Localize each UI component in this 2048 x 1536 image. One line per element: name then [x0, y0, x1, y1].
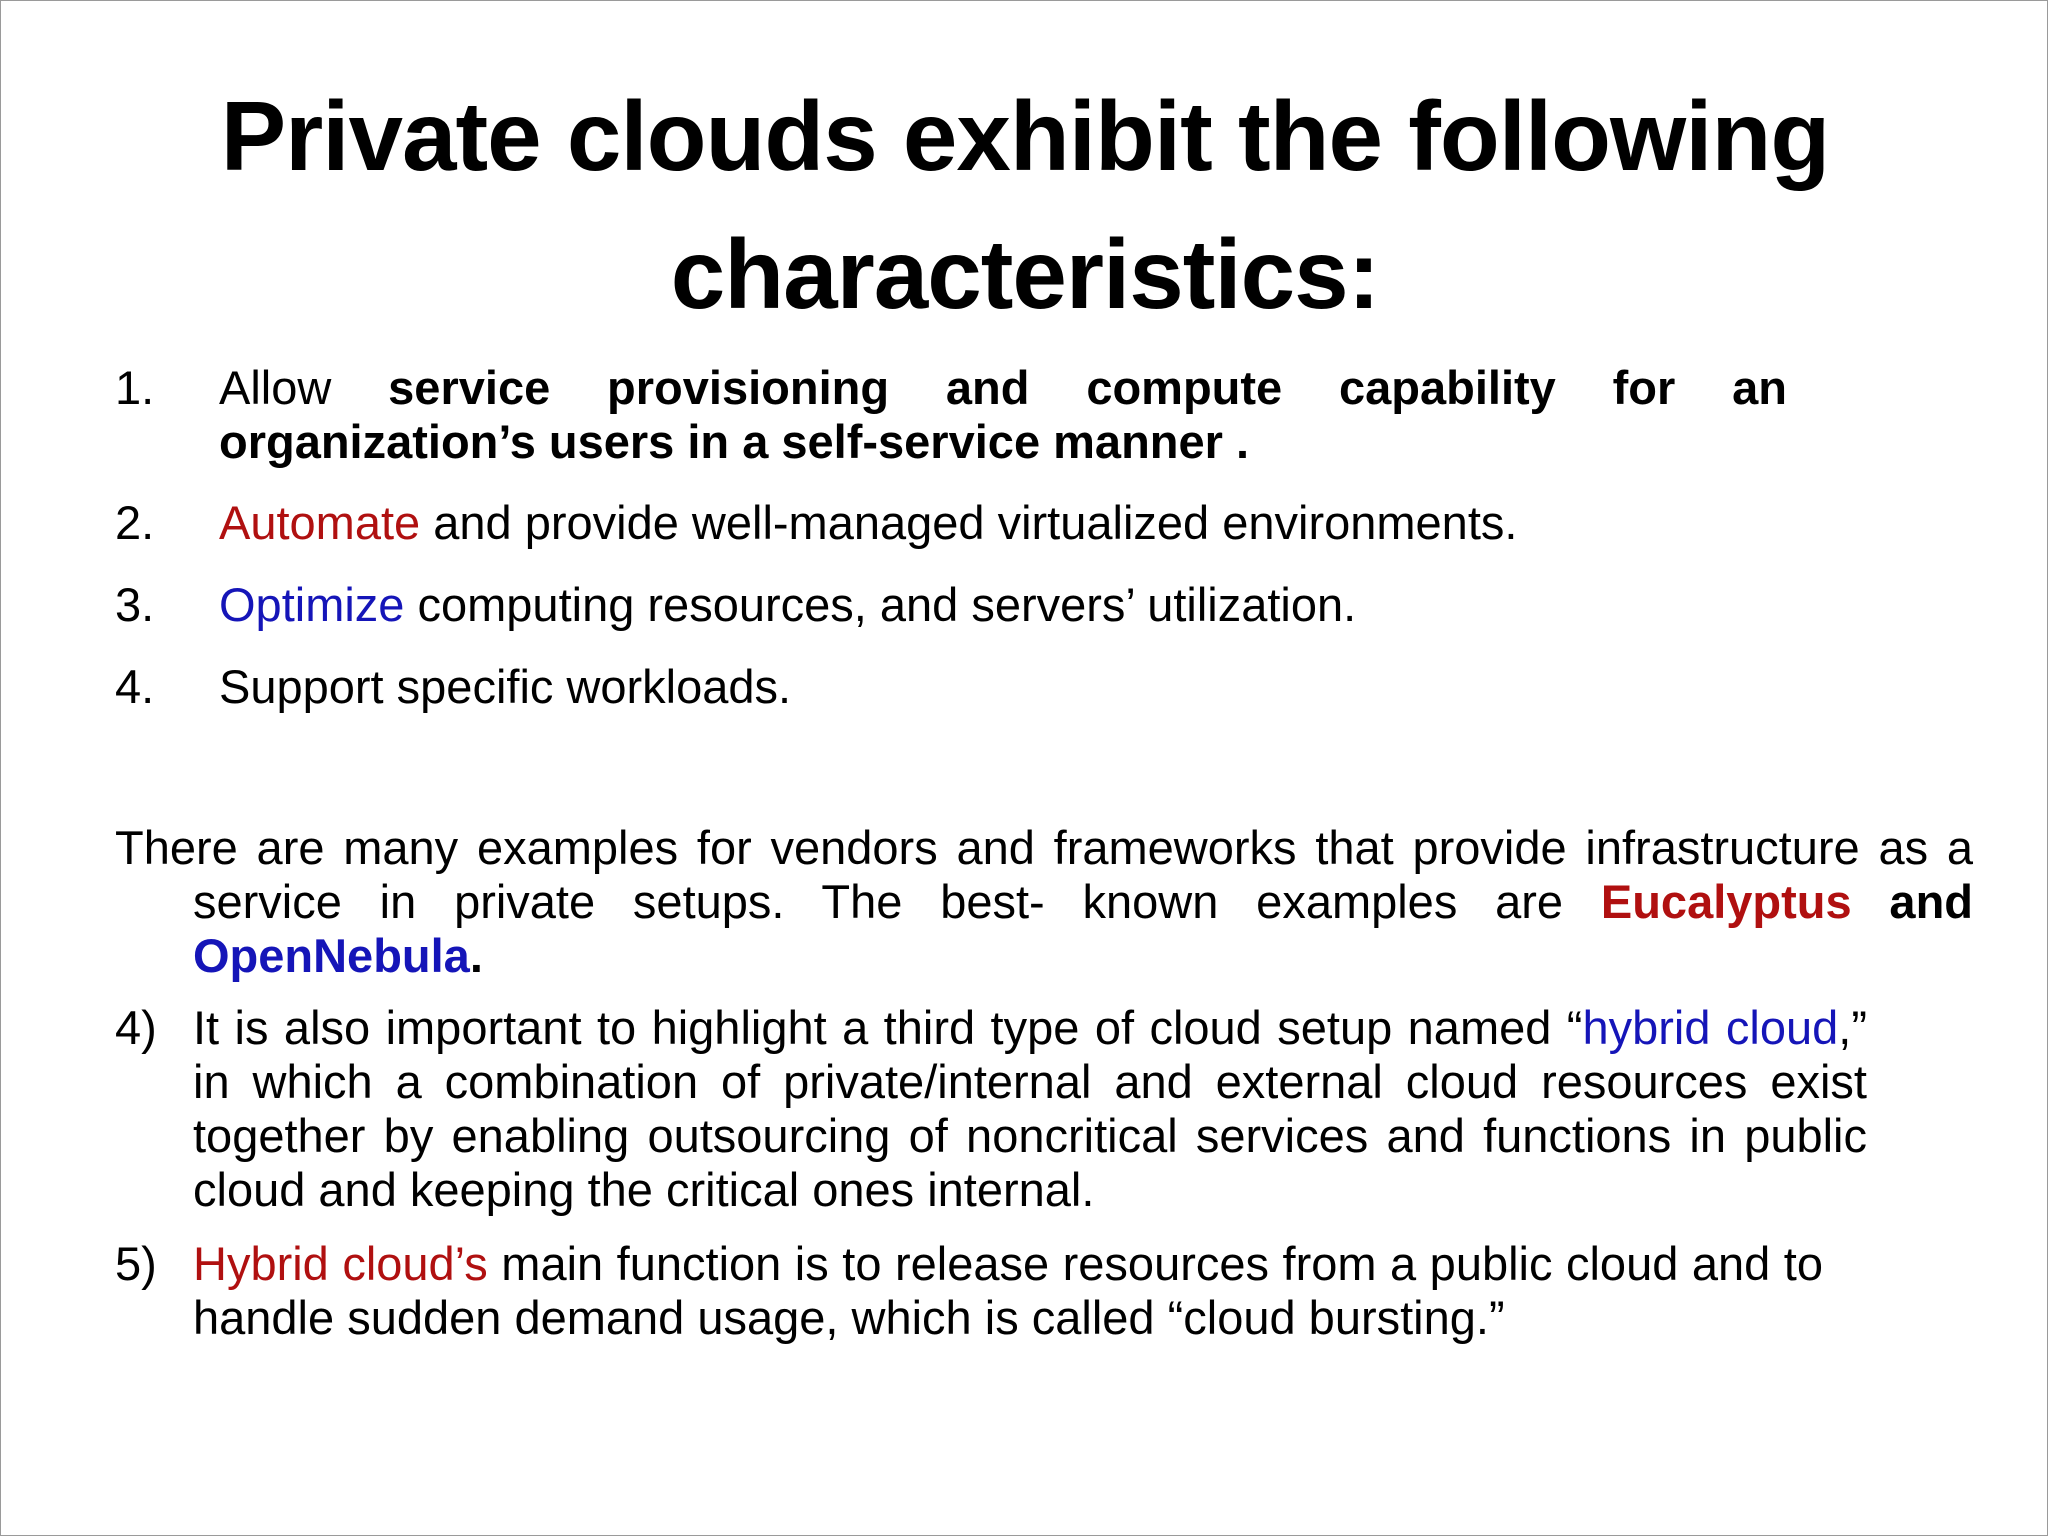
list-item-text-post: main function is to release resources from a public cloud and to handle sudden demand usage, which is called “cloud bursting.”: [193, 1237, 1823, 1344]
paragraph-text: There are many examples for vendors and frameworks that provide infrastructure as a service in private setups. The best- known examples are: [115, 821, 1973, 928]
list-item-bold-text: service provisioning and compute capability for an organization’s users in a self-service manner .: [219, 361, 1788, 468]
paragraph-connector: and: [1851, 875, 1973, 928]
hybrid-cloud-highlight: hybrid cloud: [1582, 1001, 1839, 1054]
list-item-text-pre: It is also important to highlight a third type of cloud setup named “: [193, 1001, 1583, 1054]
parenthetical-list: [115, 1001, 1867, 1345]
list-marker: 1.: [115, 361, 155, 414]
list-marker: 4): [115, 1001, 157, 1054]
list-item-1: [115, 361, 1787, 469]
hybrid-clouds-highlight: Hybrid cloud’s: [193, 1237, 488, 1290]
list-marker: 3.: [115, 578, 155, 631]
highlight-optimize: Optimize: [219, 578, 405, 631]
paragraph-end: .: [469, 929, 483, 982]
list-item-2: [115, 493, 1787, 553]
list-item-text: computing resources, and servers’ utilization.: [404, 578, 1357, 631]
slide-title: Private clouds exhibit the following characteristics:: [220, 81, 1830, 329]
eucalyptus-highlight: Eucalyptus: [1600, 875, 1852, 928]
list-item-text-post: ,” in which a combination of private/internal and external cloud resources exist together by enabling outsourcing of noncritical services and functions in public cloud and keeping the critical ones internal.: [193, 1001, 1867, 1216]
list-marker: 2.: [115, 496, 155, 549]
highlight-automate: Automate: [219, 496, 421, 549]
list-item-text: and provide well-managed virtualized environments.: [420, 496, 1518, 549]
list-item-4: [115, 657, 1787, 717]
opennebula-highlight: OpenNebula: [193, 929, 470, 982]
list-item-text: Support specific workloads.: [219, 660, 792, 713]
list-item-3: [115, 575, 1787, 635]
list-item-lead: Allow: [219, 361, 389, 414]
list-item-4-hybrid: [115, 1001, 1867, 1217]
list-item-5-bursting: [115, 1237, 1823, 1345]
list-marker: 5): [115, 1237, 157, 1290]
numbered-list: [115, 361, 1787, 717]
examples-paragraph: [115, 821, 1973, 983]
list-marker: 4.: [115, 660, 155, 713]
